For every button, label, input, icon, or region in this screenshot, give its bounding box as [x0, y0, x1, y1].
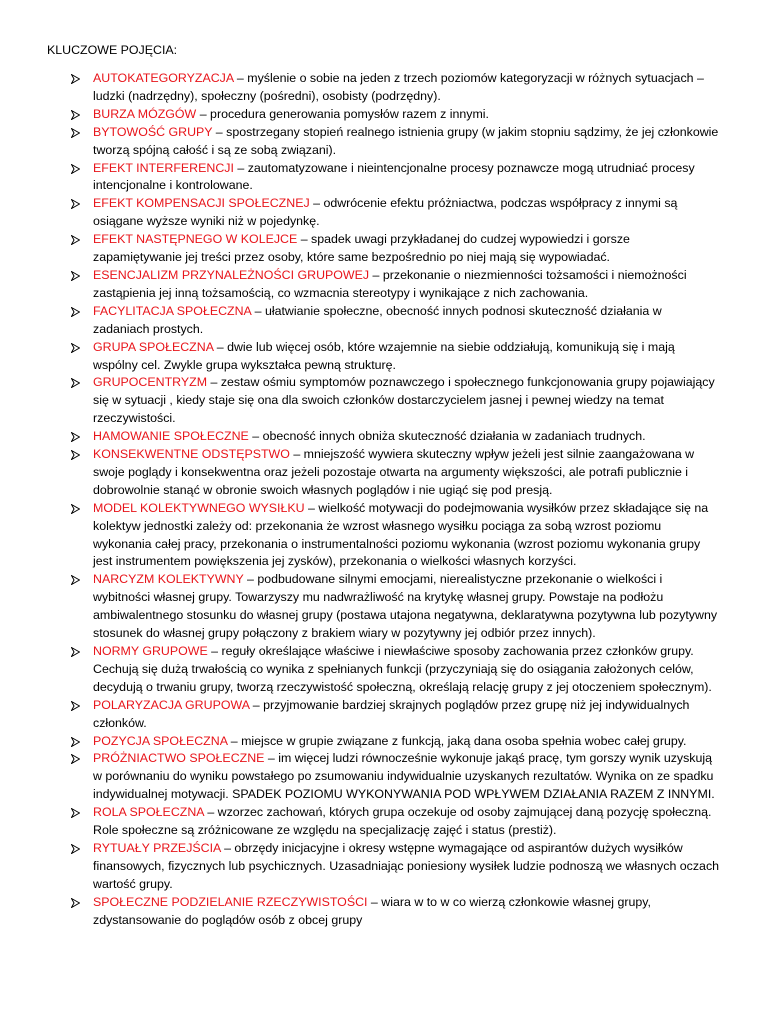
term-name: GRUPOCENTRYZM	[93, 375, 208, 390]
list-item	[0, 339, 721, 375]
arrowhead-bullet-icon	[71, 271, 80, 281]
term-name: POLARYZACJA GRUPOWA	[93, 697, 250, 712]
arrowhead-bullet-icon	[71, 844, 80, 854]
list-item	[0, 303, 721, 339]
term-separator: –	[213, 339, 228, 354]
term-separator: –	[207, 375, 221, 390]
list-item	[0, 894, 721, 930]
term-separator: –	[251, 303, 265, 318]
arrowhead-bullet-icon	[71, 898, 80, 908]
arrowhead-bullet-icon	[71, 343, 80, 353]
list-item	[0, 231, 721, 267]
term-name: EFEKT NASTĘPNEGO W KOLEJCE	[93, 232, 298, 247]
term-separator: –	[233, 160, 248, 175]
term-definition: obrzędy inicjacyjne i okresy wstępne wymagające od aspirantów dużych wysiłków finansowych, fizycznych lub psychicznych. Uzasadniając poniesiony wysiłek ludzie podnoszą we własnych oczach wartość grupy.	[93, 840, 720, 891]
term-definition: reguły określające właściwe i niewłaściwe sposoby zachowania przez członków grupy. Cechują się dużą trwałością co wynika z spełnianych funkcji (przyczyniają się do osiągania założonych celów, decydują o trwaniu grupy, tworzą rzeczywistość społeczną, określają relację grupy z jej otoczeniem społecznym).	[93, 644, 712, 694]
list-item	[0, 750, 721, 804]
term-separator: –	[233, 71, 248, 85]
list-item	[0, 697, 721, 733]
term-separator: –	[248, 429, 263, 444]
list-item	[0, 374, 721, 428]
term-definition: wielkość motywacji do podejmowania wysiłków przez składające się na kolektyw jednostki zależy od: przekonania że wzrost własnego wysiłku pociąga za sobą wzrost poziomu wykonania całej pracy, przekonania o instrumentalności poziomu wykonania (wzrost poziomu wykonania grupy jest instrumentem powiększenia jej zysków), przekonania o wielkości własnych korzyści.	[93, 500, 709, 569]
term-separator: –	[249, 697, 264, 712]
term-separator: –	[369, 267, 383, 282]
term-separator: –	[264, 751, 279, 766]
list-item	[0, 733, 721, 751]
term-definition: spadek uwagi przykładanej do cudzej wypowiedzi i gorsze zapamiętywanie jej treści przez osoby, które same bezpośrednio po niej mają się wypowiadać.	[93, 232, 630, 265]
term-definition: ułatwianie społeczne, obecność innych podnosi skuteczność działania w zadaniach prostych.	[93, 303, 662, 336]
term-separator: –	[220, 840, 235, 855]
term-name: BURZA MÓZGÓW	[93, 106, 197, 121]
arrowhead-bullet-icon	[71, 701, 80, 711]
list-item	[0, 267, 721, 303]
term-name: POZYCJA SPOŁECZNA	[93, 733, 228, 748]
list-item	[0, 124, 721, 160]
arrowhead-bullet-icon	[71, 504, 80, 514]
list-item	[0, 446, 721, 500]
term-definition: mniejszość wywiera skuteczny wpływ jeżeli jest silnie zaangażowana w swoje poglądy i konsekwentna oraz jeżeli pozostaje otwarta na argumenty większości, ale potrafi publicznie i dobrowolnie stanąć w obronie swoich własnych poglądów i nie ugiąć się pod presją.	[93, 447, 695, 497]
term-name: EFEKT INTERFERENCJI	[93, 160, 234, 175]
arrowhead-bullet-icon	[71, 74, 80, 84]
term-definition: im więcej ludzi równocześnie wykonuje jakąś pracę, tym gorszy wynik uzyskują w porównaniu do wyniku powstałego po zsumowaniu indywidualnie uzyskanych rezultatów. Wynika on ze spadku indywidualnej motywacji. SPADEK POZIOMU WYKONYWANIA POD WPŁYWEM DZIAŁANIA RAZEM Z INNYMI.	[93, 751, 715, 802]
term-definition: zestaw ośmiu symptomów poznawczego i społecznego funkcjonowania grupy pojawiający się w sytuacji , kiedy staje się ona dla swoich członków dostarczycielem jasnej i pewnej wiedzy na temat rzeczywistości.	[93, 375, 715, 426]
term-name: RYTUAŁY PRZEJŚCIA	[93, 840, 221, 855]
term-name: BYTOWOŚĆ GRUPY	[93, 124, 213, 139]
term-separator: –	[304, 500, 319, 515]
list-item	[0, 106, 721, 124]
arrowhead-bullet-icon	[71, 808, 80, 818]
term-name: MODEL KOLEKTYWNEGO WYSIŁKU	[93, 500, 305, 515]
term-separator: –	[203, 805, 218, 820]
term-name: SPOŁECZNE PODZIELANIE RZECZYWISTOŚCI	[93, 894, 368, 909]
key-terms-list	[0, 70, 721, 930]
list-item	[0, 643, 721, 697]
term-definition: wiara w to w co wierzą członkowie własnej grupy, zdystansowanie do poglądów osób z obcej grupy	[93, 894, 651, 927]
term-separator: –	[227, 733, 242, 748]
term-separator: –	[297, 232, 312, 247]
term-definition: obecność innych obniża skuteczność działania w zadaniach trudnych.	[262, 429, 646, 444]
list-item	[0, 195, 721, 231]
term-separator: –	[309, 196, 324, 211]
term-name: KONSEKWENTNE ODSTĘPSTWO	[93, 447, 290, 462]
arrowhead-bullet-icon	[71, 164, 80, 174]
arrowhead-bullet-icon	[71, 199, 80, 209]
arrowhead-bullet-icon	[71, 575, 80, 585]
term-name: NARCYZM KOLEKTYWNY	[93, 572, 244, 587]
term-name: AUTOKATEGORYZACJA	[93, 71, 234, 85]
term-separator: –	[289, 447, 304, 462]
term-name: EFEKT KOMPENSACJI SPOŁECZNEJ	[93, 196, 310, 211]
arrowhead-bullet-icon	[71, 235, 80, 245]
list-item	[0, 840, 721, 894]
arrowhead-bullet-icon	[71, 737, 80, 747]
term-separator: –	[212, 124, 227, 139]
list-item	[0, 70, 721, 106]
term-name: GRUPA SPOŁECZNA	[93, 339, 214, 354]
arrowhead-bullet-icon	[71, 432, 80, 442]
arrowhead-bullet-icon	[71, 450, 80, 460]
term-name: PRÓŻNIACTWO SPOŁECZNE	[93, 751, 265, 766]
page-heading: KLUCZOWE POJĘCIA:	[47, 43, 178, 57]
list-item	[0, 428, 721, 446]
list-item	[0, 160, 721, 196]
term-name: NORMY GRUPOWE	[93, 644, 208, 658]
list-item	[0, 500, 721, 572]
arrowhead-bullet-icon	[71, 307, 80, 317]
arrowhead-bullet-icon	[71, 128, 80, 138]
arrowhead-bullet-icon	[71, 378, 80, 388]
arrowhead-bullet-icon	[71, 110, 80, 120]
term-name: ROLA SPOŁECZNA	[93, 805, 204, 820]
term-definition: przyjmowanie bardziej skrajnych poglądów przez grupę niż jej indywidualnych członków.	[93, 697, 690, 730]
term-name: FACYLITACJA SPOŁECZNA	[93, 303, 252, 318]
arrowhead-bullet-icon	[71, 754, 80, 764]
term-separator: –	[367, 894, 382, 909]
term-name: HAMOWANIE SPOŁECZNE	[93, 429, 249, 444]
term-definition: odwrócenie efektu próżniactwa, podczas współpracy z innymi są osiągane wyższe wyniki niż w pojedynkę.	[93, 196, 678, 229]
term-definition: podbudowane silnymi emocjami, nierealistyczne przekonanie o wielkości i wybitności własnej grupy. Towarzyszy mu nadwrażliwość na krytykę własnej grupy. Powstaje na podłożu ambiwalentnego stosunku do własnej grupy (postawa utajona negatywna, deklaratywna pozytywna lub pozytywny stosunek do własnej grupy połączony z brakiem wiary w pozytywny jej odbiór przez innych).	[93, 572, 718, 641]
term-definition: dwie lub więcej osób, które wzajemnie na siebie oddziałują, komunikują się i mają wspólny cel. Zwykle grupa wykształca pewną strukturę.	[93, 339, 675, 372]
term-definition: myślenie o sobie na jeden z trzech poziomów kategoryzacji w różnych sytuacjach – ludzki (nadrzędny), społeczny (pośredni), osobisty (podrzędny).	[93, 71, 704, 103]
term-definition: procedura generowania pomysłów razem z innymi.	[210, 106, 489, 121]
term-separator: –	[243, 572, 258, 587]
term-definition: wzorzec zachowań, których grupa oczekuje od osoby zajmującej daną pozycję społeczną. Role społeczne są zróżnicowane ze względu na specjalizację zajęć i status (prestiż).	[93, 805, 712, 838]
term-separator: –	[207, 644, 222, 658]
term-separator: –	[196, 106, 211, 121]
term-definition: przekonanie o niezmienności tożsamości i niemożności zastąpienia jej inną tożsamością, co wzmacnia stereotypy i wynikające z nich zachowania.	[93, 267, 687, 300]
list-item	[0, 804, 721, 840]
term-definition: spostrzegany stopień realnego istnienia grupy (w jakim stopniu sądzimy, że jej członkowie tworzą spójną całość i są ze sobą związani).	[93, 124, 719, 157]
term-definition: miejsce w grupie związane z funkcją, jaką dana osoba spełnia wobec całej grupy.	[241, 733, 687, 748]
list-item	[0, 571, 721, 643]
term-name: ESENCJALIZM PRZYNALEŻNOŚCI GRUPOWEJ	[93, 267, 370, 282]
term-definition: zautomatyzowane i nieintencjonalne procesy poznawcze mogą utrudniać procesy intencjonalne i kontrolowane.	[93, 160, 695, 193]
arrowhead-bullet-icon	[71, 647, 80, 657]
